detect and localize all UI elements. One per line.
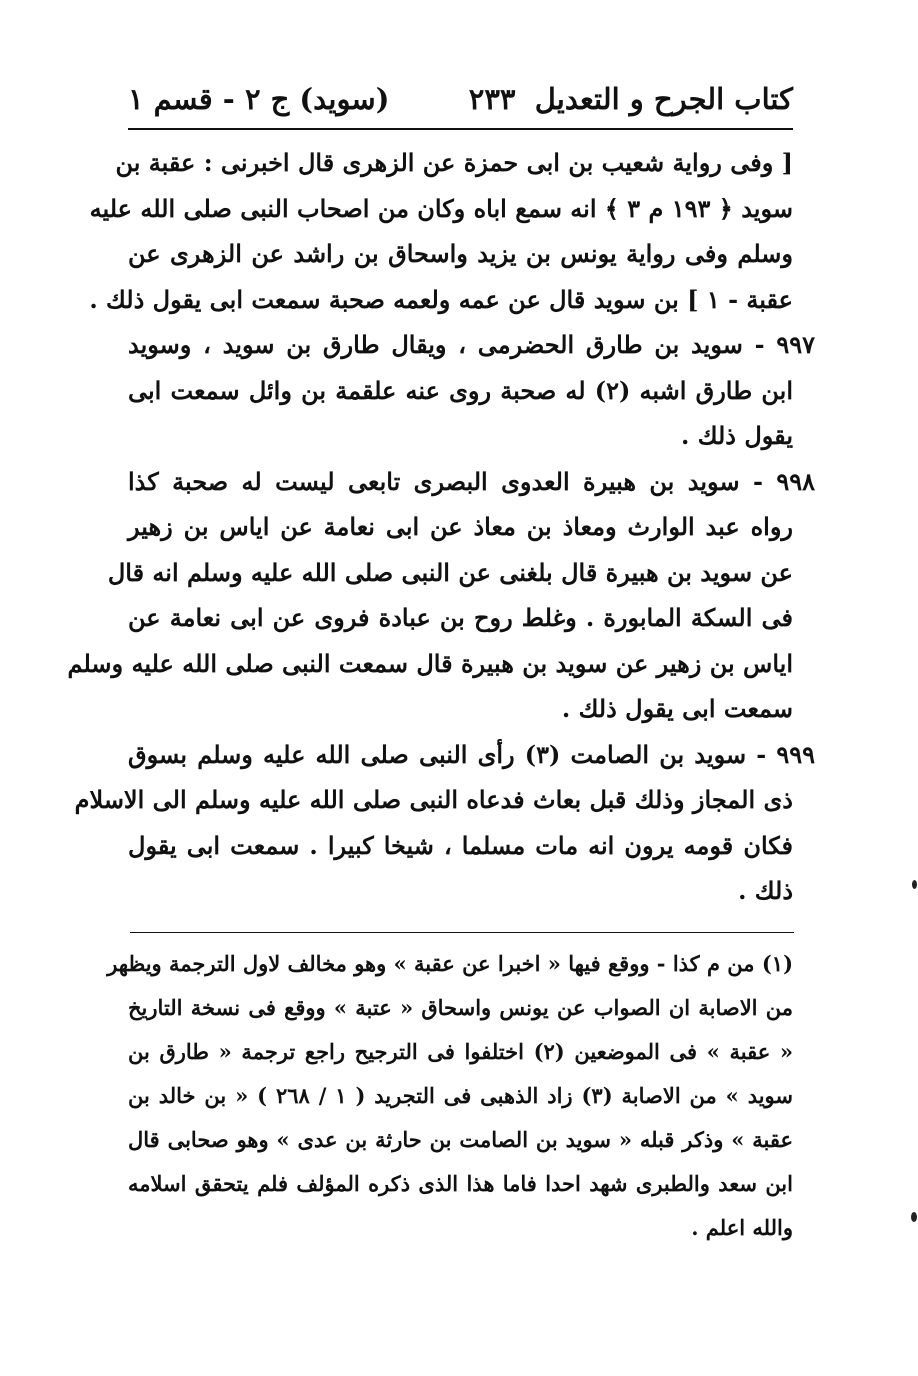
footnote-line: والله اعلم .	[691, 1215, 793, 1240]
text-line: عن سويد بن هبيرة قال بلغنى عن النبى صلى الله عليه وسلم انه قال	[107, 557, 793, 587]
footnote-rule	[130, 932, 794, 933]
footnote-line: من الاصابة ان الصواب عن يونس واسحاق « عتبة » ووقع فى نسخة التاريخ	[128, 995, 793, 1020]
text-line: يقول ذلك .	[681, 421, 793, 450]
footnote-line: سويد » من الاصابة (٣) زاد الذهبى فى التجريد ( ١ / ٢٦٨ ) « بن خالد بن	[128, 1083, 793, 1108]
footnote-line: ابن سعد والطبرى شهد احدا فاما هذا الذى ذكره المؤلف فلم يتحقق اسلامه	[128, 1171, 793, 1196]
text-line: عقبة - ١ ] بن سويد قال عن عمه ولعمه صحبة سمعت ابى يقول ذلك .	[89, 284, 793, 314]
page-number: ٢٣٣	[468, 82, 516, 116]
text-line: اياس بن زهير عن سويد بن هبيرة قال سمعت النبى صلى الله عليه وسلم	[67, 648, 793, 678]
text-line: سويد ﴿ ١٩٣ م ٣ ﴾ انه سمع اباه وكان من اصحاب النبى صلى الله عليه	[89, 193, 793, 223]
text-line: سمعت ابى يقول ذلك .	[561, 694, 793, 723]
footnote-line: « عقبة » فى الموضعين (٢) اختلفوا فى الترجيح راجع ترجمة « طارق بن	[128, 1039, 793, 1064]
text-line: [ وفى رواية شعيب بن ابى حمزة عن الزهرى قال اخبرنى : عقبة بن	[115, 148, 793, 177]
text-line: ذى المجاز وذلك قبل بعاث فدعاه النبى صلى الله عليه وسلم الى الاسلام	[74, 785, 793, 814]
footnote-line: (١) من م كذا - ووقع فيها « اخبرا عن عقبة » وهو مخالف لاول الترجمة ويظهر	[107, 951, 793, 976]
running-header	[128, 72, 793, 126]
text-line: رواه عبد الوارث ومعاذ بن معاذ عن ابى نعامة عن اياس بن زهير	[128, 512, 793, 541]
text-line: ذلك .	[738, 876, 793, 905]
text-line: فكان قومه يرون انه مات مسلما ، شيخا كبيرا . سمعت ابى يقول	[128, 830, 793, 860]
book-title: كتاب الجرح و التعديل	[534, 82, 793, 116]
text-line: فى السكة المابورة . وغلط روح بن عبادة فروى عن ابى نعامة عن	[128, 603, 793, 632]
margin-speck	[912, 880, 917, 889]
text-line: ابن طارق اشبه (٢) له صحبة روى عنه علقمة بن وائل سمعت ابى	[128, 375, 793, 405]
text-line: وسلم وفى رواية يونس بن يزيد واسحاق بن راشد عن الزهرى عن	[128, 239, 793, 268]
entry-998-line: ٩٩٨ - سويد بن هبيرة العدوى البصرى تابعى ليست له صحبة كذا	[128, 466, 815, 496]
footnote-line: عقبة » وذكر قبله « سويد بن الصامت بن حارثة بن عدى » وهو صحابى قال	[128, 1127, 793, 1152]
entry-997-line: ٩٩٧ - سويد بن طارق الحضرمى ، ويقال طارق بن سويد ، وسويد	[128, 330, 815, 359]
footnotes	[107, 942, 793, 1250]
header-rule	[128, 128, 793, 130]
margin-speck	[911, 1212, 917, 1222]
section-label: (سويد) ج ٢ - قسم ١	[128, 82, 390, 116]
entry-999-line: ٩٩٩ - سويد بن الصامت (٣) رأى النبى صلى الله عليه وسلم بسوق	[128, 739, 816, 769]
main-text	[67, 140, 816, 914]
